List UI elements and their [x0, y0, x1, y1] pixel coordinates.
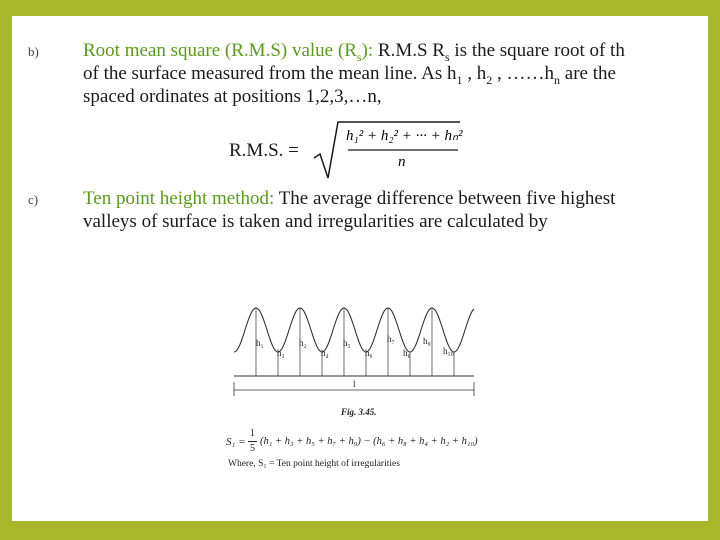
valley-label-4: h₈ — [403, 348, 411, 358]
peak-label-5: h₉ — [423, 336, 431, 346]
item-c-line-1 — [83, 188, 615, 210]
ten-point-eq-frac-bar — [248, 441, 257, 442]
ten-point-eq-frac-den: 5 — [250, 443, 255, 454]
rms-denominator: n — [398, 154, 406, 170]
rms-heading: Root mean square (R.M.S) value $(R_s)$: — [83, 40, 374, 64]
item-b-marker: b) — [28, 44, 39, 59]
valley-label-3: h₆ — [365, 348, 373, 358]
rms-numerator: h₁² + h₂² + ··· + hₙ² — [346, 128, 463, 144]
ten-point-eq-frac-num: 1 — [250, 428, 255, 439]
length-label: l — [353, 379, 356, 389]
valley-label-5: h₁₀ — [443, 346, 454, 356]
ten-point-eq-rhs: (h₁ + h₃ + h₅ + h₇ + h₉) − (h₆ + h₈ + h₄ + h₂ + h₁₀) — [260, 436, 478, 447]
surface-wave — [234, 308, 474, 352]
ten-point-desc-1: The average difference between five highest — [278, 188, 616, 209]
valley-label-1: h₂ — [299, 338, 307, 348]
rms-desc-1: R.M.S $R_s$ is the square root of th — [377, 40, 625, 64]
ten-point-heading: Ten point height method: — [83, 188, 275, 209]
valley-label-2: h₄ — [321, 348, 329, 358]
ten-point-desc-2: valleys of surface is taken and irregularities are calculated by — [83, 211, 548, 232]
figure-caption: Fig. 3.45. — [341, 407, 377, 417]
ten-point-where: Where, S₁ = Ten point height of irregularities — [228, 459, 400, 469]
slide — [12, 16, 708, 521]
surface-profile-figure — [230, 278, 480, 410]
item-c-marker: c) — [28, 192, 39, 207]
peak-label-1: h₁ — [256, 338, 264, 348]
peak-label-3: h₅ — [343, 338, 351, 348]
peak-label-2: h₃ — [277, 348, 285, 358]
rms-desc-3: spaced ordinates at positions 1,2,3,…n, — [83, 86, 382, 107]
rms-desc-2: of the surface measured from the mean line. As $h_1$ , $h_2$ , $\dots\dots h_n$ are the — [83, 63, 616, 87]
rms-formula-lhs: R.M.S. = — [229, 140, 299, 161]
ten-point-eq-lhs: S₁ = — [226, 436, 246, 448]
peak-label-4: h₇ — [387, 334, 395, 344]
